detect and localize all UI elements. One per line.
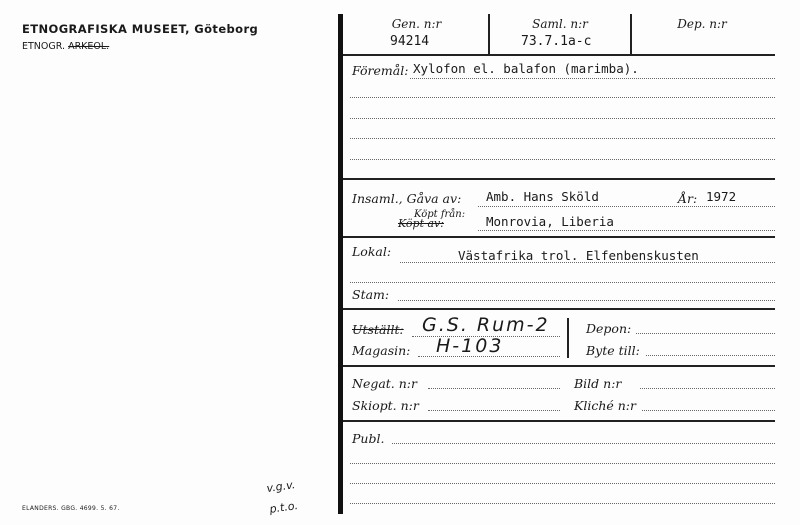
depon-label: Depon: [586,321,632,336]
rule-header-bottom [343,54,775,56]
gen-nr-value: 94214 [390,34,430,49]
publ-line-1 [392,443,775,444]
handwritten-initials [265,474,299,520]
stam-label: Stam: [352,287,390,302]
dep-nr-label: Dep. n:r [677,17,727,31]
magasin-line [418,356,560,357]
utstallt-label: Utställt: [352,322,404,337]
kop-fran-label: Köpt från: [414,209,466,220]
initials-line-1: v.g.v. [265,478,297,496]
card-spine-line [338,14,343,514]
skiopt-line [428,410,560,411]
department-struck: ARKEOL. [68,41,110,52]
rule-foremal-bottom [343,178,775,180]
publ-line-3 [350,483,775,484]
insaml-value: Amb. Hans Sköld [486,189,599,204]
negat-line [428,388,560,389]
depon-line [636,333,775,334]
insaml-line [478,206,775,207]
magasin-value: H-103 [436,335,504,357]
cliche-line [642,410,775,411]
lokal-line-1 [400,262,775,263]
stam-line [398,300,775,301]
publ-line-2 [350,463,775,464]
rule-stam-bottom [343,308,775,310]
initials-line-2: p.t.o. [268,498,299,516]
kop-value: Monrovia, Liberia [486,214,614,229]
publ-label: Publ. [352,431,385,446]
lokal-line-2 [350,282,775,283]
lokal-value: Västafrika trol. Elfenbenskusten [458,248,699,263]
rule-storage-bottom [343,365,775,367]
utstallt-value: G.S. Rum-2 [422,314,550,336]
storage-divider [567,318,569,358]
rule-photo-bottom [343,420,775,422]
department-prefix: ETNOGR. [22,41,66,52]
saml-nr-label: Saml. n:r [532,17,588,31]
negat-label: Negat. n:r [352,376,417,391]
gen-nr-label: Gen. n:r [391,17,442,31]
saml-nr-value: 73.7.1a-c [521,34,592,49]
foremal-label: Föremål: [352,63,409,78]
department-line [22,41,109,52]
bild-line [640,388,775,389]
foremal-line-4 [350,138,775,139]
foremal-line-3 [350,118,775,119]
museum-name: ETNOGRAFISKA MUSEET, Göteborg [22,22,259,36]
printer-imprint: ELANDERS. GBG. 4699. 5. 67. [22,505,120,512]
publ-line-4 [350,503,775,504]
year-label: År: [678,191,698,206]
insaml-label: Insaml., Gåva av: [352,191,462,206]
foremal-line-5 [350,159,775,160]
lokal-label: Lokal: [352,244,392,259]
foremal-line-2 [350,97,775,98]
bild-label: Bild n:r [574,376,622,391]
cliche-label: Kliché n:r [574,398,636,413]
rule-insaml-bottom [343,236,775,238]
kop-line [478,230,775,231]
magasin-label: Magasin: [352,343,411,358]
skiopt-label: Skiopt. n:r [352,398,419,413]
foremal-line-1 [410,78,775,79]
year-value: 1972 [706,189,737,204]
byte-label: Byte till: [586,343,640,358]
kop-av-struck: Köpt av: [398,217,444,230]
byte-line [646,355,775,356]
foremal-value: Xylofon el. balafon (marimba). [413,61,639,76]
